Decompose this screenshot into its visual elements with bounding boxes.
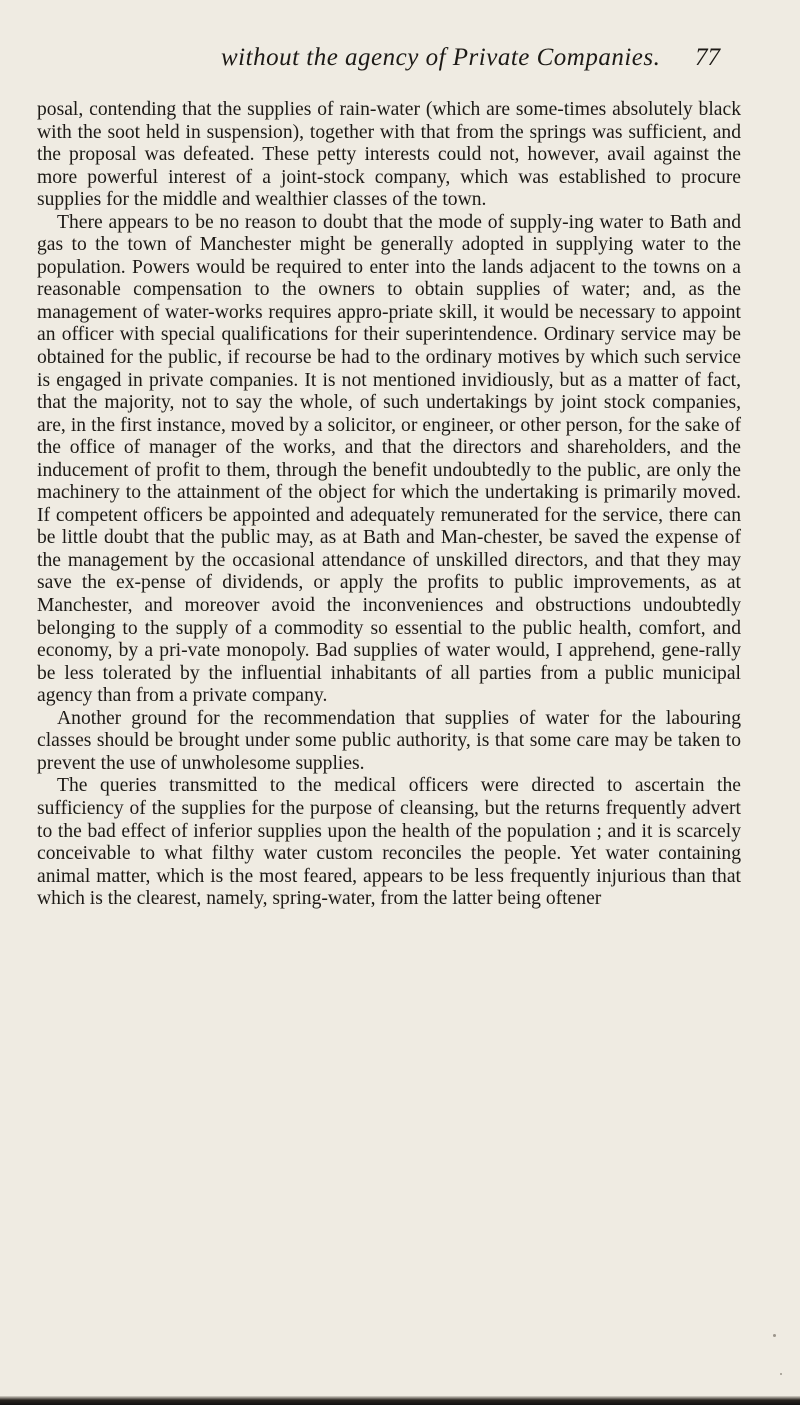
paragraph: There appears to be no reason to doubt that the mode of supply-ing water to Bath and gas to the town of Manchester might be generally adopted in supplying water to the population. Powers would be required to enter into the lands adjacent to the towns on a reasonable compensation to the owners to obtain supplies of water; and, as the management of water-works requires appro-priate skill, it would be necessary to appoint an officer with special qualifications for their superintendence. Ordinary service may be obtained for the public, if recourse be had to the ordinary motives by which such service is engaged in private companies. It is not mentioned invidiously, but as a matter of fact, that the majority, not to say the whole, of such undertakings by joint stock companies, are, in the first instance, moved by a solicitor, or engineer, or other person, for the sake of the office of manager of the works, and that the directors and shareholders, and the inducement of profit to them, through the benefit undoubtedly to the public, are only the machinery to the attainment of the object for which the undertaking is primarily moved. If competent officers be appointed and adequately remunerated for the service, there can be little doubt that the public may, as at Bath and Man-chester, be saved the expense of the management by the occasional attendance of unskilled directors, and that they may save the ex-pense of dividends, or apply the profits to public improvements, as at Manchester, and moreover avoid the inconveniences and obstructions undoubtedly belonging to the supply of a commodity so essential to the public health, comfort, and economy, by a pri-vate monopoly. Bad supplies of water would, I apprehend, gene-rally be less tolerated by the influential inhabitants of all parties from a public municipal agency than from a private company. (37, 211, 741, 707)
body-text (37, 99, 741, 911)
paragraph: The queries transmitted to the medical officers were directed to ascertain the sufficiency of the supplies for the purpose of cleansing, but the returns frequently advert to the bad effect of inferior supplies upon the health of the population ; and it is scarcely conceivable to what filthy water custom reconciles the people. Yet water containing animal matter, which is the most feared, appears to be less frequently injurious than that which is the clearest, namely, spring-water, from the latter being oftener (37, 775, 741, 910)
paragraph: Another ground for the recommendation that supplies of water for the labouring classes should be brought under some public authority, is that some care may be taken to prevent the use of unwholesome supplies. (37, 707, 741, 774)
page-number: 77 (695, 44, 720, 71)
paper-speck (780, 1373, 782, 1375)
paragraph-continued: posal, contending that the supplies of rain-water (which are some-times absolutely black with the soot held in suspension), together with that from the springs was sufficient, and the proposal was defeated. These petty interests could not, however, avail against the more powerful interest of a joint-stock company, which was established to procure supplies for the middle and wealthier classes of the town. (37, 99, 741, 211)
running-head (0, 44, 800, 84)
paper-speck (773, 1334, 776, 1337)
running-title: without the agency of Private Companies. (221, 44, 661, 71)
page-bottom-edge (0, 1396, 800, 1405)
